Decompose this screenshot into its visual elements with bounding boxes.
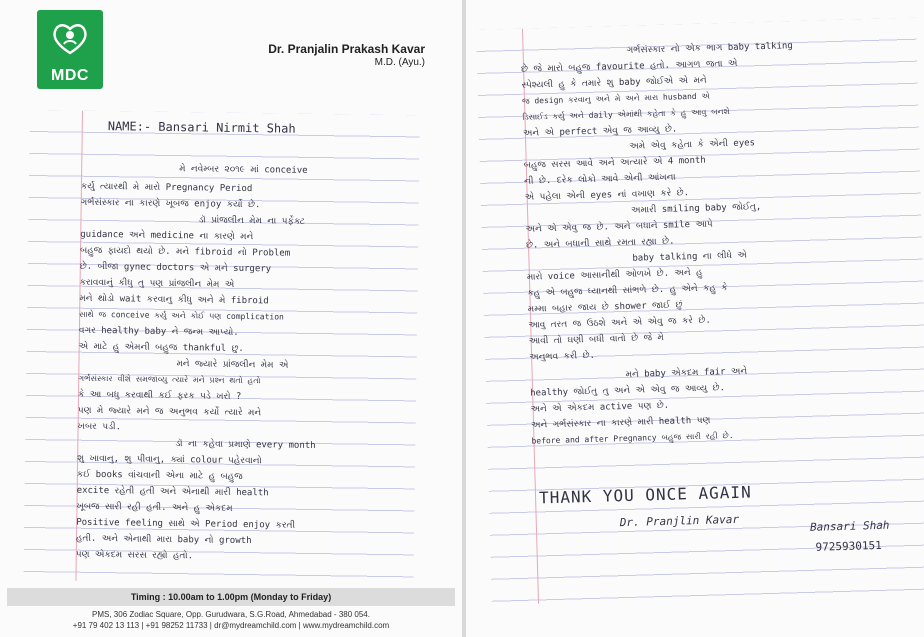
letter-line: શુ ખાવાનુ, શુ પીવાનુ, ક્યાં colour પહેરવાનો	[77, 453, 262, 467]
letter-line: છે. અને બધાની સાથે રમતા રહ્યા છે.	[525, 236, 675, 251]
letter-line: અને એ perfect એવુ જ આવ્યુ છે.	[522, 124, 678, 139]
letter-line: પણ એકદમ સરસ રહ્યો હતો.	[75, 549, 194, 562]
letter-line: excite રહેતી હતી અને એનાથી મારી health	[76, 485, 269, 499]
letter-line: અનુભવ કરી છે.	[529, 350, 596, 363]
letter-line: guidance અને medicine ના કારણે મને	[80, 229, 254, 243]
contact-line: +91 79 402 13 113 | +91 98252 11733 | dr@mydreamchild.com | www.mydreamchild.com	[72, 621, 390, 630]
letter-line: આવી તો ઘણી બધી વાતો છે જે મે	[528, 332, 664, 347]
letter-line: ગર્ભસંસ્કાર નો એક ભાગ baby talking	[626, 41, 793, 56]
letter-line: ડૉ ના કહેવા પ્રમાણે every month	[175, 439, 316, 452]
letter-line: અમે એવુ કહેતા કે એની eyes	[629, 138, 756, 152]
letter-line: વગર healthy baby ને જન્મ આપ્યો.	[78, 325, 239, 338]
salutation-line: Dr. Pranjlin Kavar	[619, 512, 740, 530]
doctor-degree: M.D. (Ayu.)	[374, 57, 425, 68]
letter-line: કે આ બધુ કરવાથી કઈ ફરક પડે ખરો ?	[77, 389, 242, 402]
letter-line: સ્પેશ્યલી હુ કે તમારે શુ baby જોઈએ એ મને	[521, 75, 707, 91]
letter-line: મે નવેમ્બર ૨૦૧૯ માં conceive	[179, 164, 308, 176]
letter-line: કઈ books વાંચવાની એના માટે હુ બહુજ	[76, 469, 243, 483]
letter-line: મને baby એકદમ fair અને	[625, 366, 748, 380]
letter-line: ખબર પડી.	[77, 421, 122, 433]
letter-line: પણ મે જ્યારે મને જ અનુભવ કર્યો ત્યારે મને	[77, 405, 262, 419]
letter-line: હતી. અને એનાથી મારા baby નો growth	[75, 533, 252, 547]
letter-line: અને એ એકદમ active પણ છે.	[530, 400, 670, 415]
letter-line: before and after Pregnancy બહુજ સારી રહી છે.	[531, 430, 734, 446]
doctor-info	[268, 42, 425, 68]
letter-line: ગર્ભસંસ્કાર વીશે સમજાવ્યુ ત્યારે મને પ્રશ્ન થતો હતો	[78, 373, 261, 386]
clinic-address	[7, 609, 455, 631]
letter-line: ડિસાઈડ કર્યુ અને daily એમાંથી કહેતા કે હુ આવુ બનશે	[522, 106, 730, 122]
logo-text: MDC	[51, 67, 89, 84]
letter-line: ખૂબજ સારી રહી હતી. અને હુ એકદમ	[76, 501, 233, 514]
letter-line: મને જ્યારે પ્રાંજલીન મેમ એ	[176, 359, 289, 371]
letter-line: ડૉ પ્રાંજલીન મેમ ના પર્ફેક્ટ	[198, 215, 305, 227]
letter-line: મમ્મા બહાર જાય છે shower જાઈ છું	[527, 300, 683, 315]
patient-name-line: NAME:- Bansari Nirmit Shah	[107, 119, 296, 136]
mdc-logo	[37, 10, 103, 89]
letter-line: મને થોડો wait કરવાનુ કીધુ અને મે fibroid	[79, 293, 269, 307]
signature-name: Bansari Shah	[809, 518, 890, 534]
letter-line: સાથે જ conceive કર્યુ અને કોઈ પણ complication	[79, 309, 284, 322]
letter-line: છે. બીજા gynec doctors એ મને surgery	[79, 261, 272, 275]
handwritten-letter-left	[23, 110, 420, 585]
letter-line: અને એ એવુ જ છે. અને બધાને smile આપે	[525, 219, 713, 235]
letter-line: healthy જોઈતુ તુ અને એ એવુ જ આવ્યુ છે.	[530, 383, 726, 399]
right-page	[466, 0, 924, 637]
letter-line: જ design કરવાનુ અને મે અને મારા husband એ	[521, 91, 711, 106]
mother-child-icon	[50, 20, 90, 56]
letter-line: એ માટે હુ એમની બહુજ thankful છુ.	[78, 341, 244, 355]
letter-line: કહુ એ બહુજ ધ્યાનથી સાંભળે છે. હુ એને કહુ કે	[527, 283, 728, 299]
clinic-timing: Timing : 10.00am to 1.00pm (Monday to Friday)	[7, 588, 455, 606]
doctor-name: Dr. Pranjalin Prakash Kavar	[268, 42, 425, 56]
letter-line: અમારી smiling baby જોઈતુ,	[630, 202, 762, 216]
handwritten-letter-right	[476, 18, 924, 605]
letter-line: બહુજ ફાયદો થયો છે. મને fibroid નો Problem	[79, 245, 291, 259]
letter-line: કર્યુ ત્યારથી મે મારો Pregnancy Period	[80, 181, 253, 195]
letter-line: baby talking ના લીધે એ	[632, 250, 748, 264]
letter-line: ગર્ભસંસ્કાર ના કારણે ખૂબજ enjoy કર્યો છે.	[80, 197, 261, 211]
thank-you-line: THANK YOU ONCE AGAIN	[538, 482, 752, 508]
letter-line: આવુ તરત જ ઉઠશે અને એ એવુ જ કરે છે.	[528, 315, 711, 331]
signature-phone: 9725930151	[815, 538, 882, 554]
letter-line: કરાવવાનું કીધુ તુ પણ પ્રાંજલીન મેમ એ	[79, 277, 235, 290]
address-line: PMS, 306 Zodiac Square, Opp. Gurudwara, S.G.Road, Ahmedabad - 380 054.	[92, 610, 370, 619]
letter-line: અને ગર્ભસંસ્કાર ના કારણે મારી health પણ	[530, 415, 711, 431]
letter-line: Positive feeling સાથે એ Period enjoy કરતી	[76, 517, 296, 531]
letter-line: એ પહેલા એની eyes નાં વખાણ કરે છે.	[524, 188, 690, 203]
letter-line: ની છે. દરેક લોકો આવે એની આંખના	[524, 172, 676, 187]
letter-line: બહુજ સરસ આવે અને અત્યારે એ 4 month	[523, 155, 706, 171]
letter-line: મારો voice આસાનીથી ઓળખે છે. અને હુ	[526, 267, 703, 283]
letter-line: છે જે મારો બહુજ favourite હતો. આગળ જતા એ	[520, 58, 738, 75]
